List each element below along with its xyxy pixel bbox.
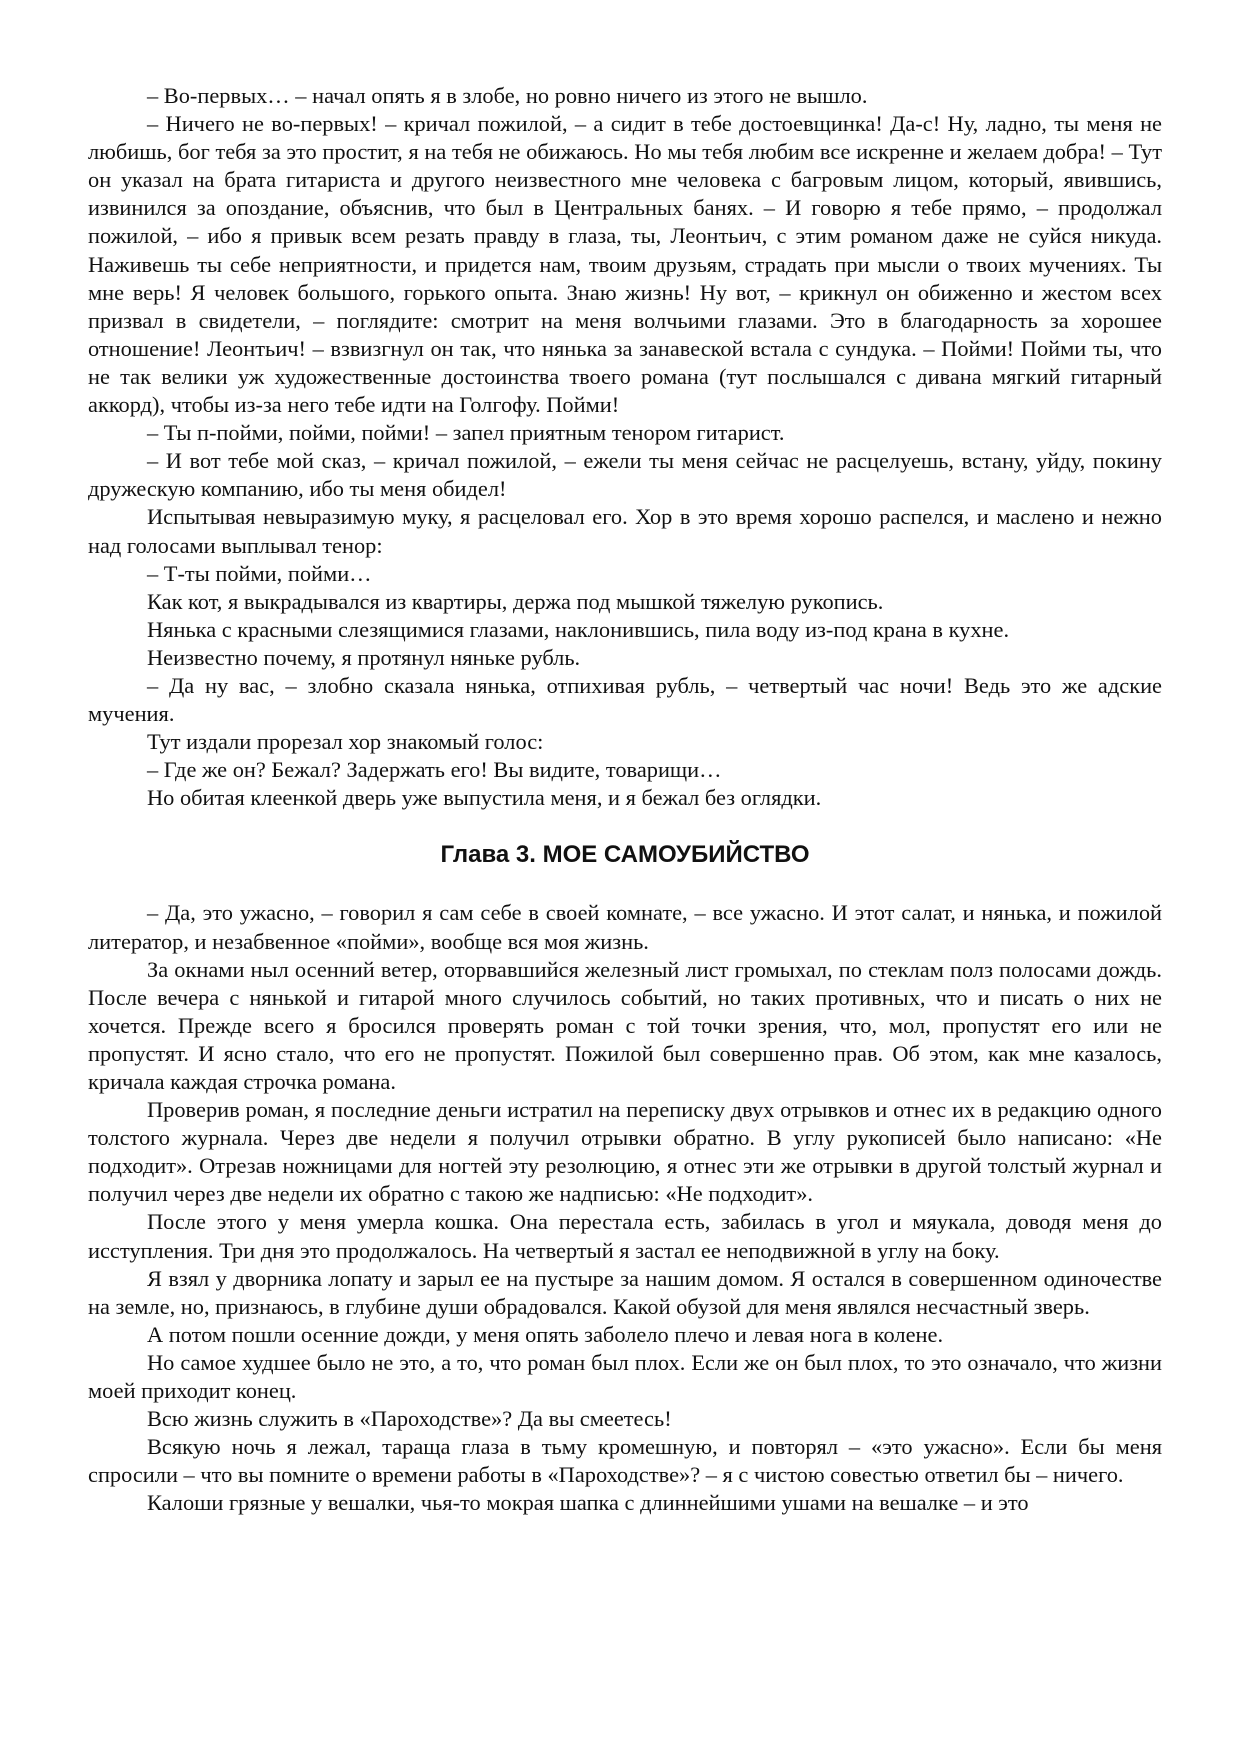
paragraph: Калоши грязные у вешалки, чья-то мокрая шапка с длиннейшими ушами на вешалке – и это [147, 1490, 1029, 1516]
paragraph: После этого у меня умерла кошка. Она перестала есть, забилась в угол и мяукала, доводя меня до исступления. Три дня это продолжалось. На четвертый я застал ее неподвижной в углу на боку. [88, 1209, 1162, 1263]
paragraph: – Т-ты пойми, пойми… [147, 560, 372, 586]
chapter-title: Глава 3. МОЕ САМОУБИЙСТВО [440, 841, 810, 869]
paragraph: Испытывая невыразимую муку, я расцеловал его. Хор в это время хорошо распелся, и маслено и нежно над голосами выплывал тенор: [88, 504, 1162, 558]
paragraph: – И вот тебе мой сказ, – кричал пожилой, – ежели ты меня сейчас не расцелуешь, встану, уйду, покину дружескую компанию, ибо ты меня обидел! [88, 448, 1162, 502]
paragraph: За окнами ныл осенний ветер, оторвавшийся железный лист громыхал, по стеклам полз полосами дождь. После вечера с нянькой и гитарой много случилось событий, но таких противных, что и писать о них не хочется. Прежде всего я бросился проверять роман с той точки зрения, что, мол, пропустят его или не пропустят. И ясно стало, что его не пропустят. Пожилой был совершенно прав. Об этом, как мне казалось, кричала каждая строчка романа. [88, 956, 1162, 1094]
paragraph: Я взял у дворника лопату и зарыл ее на пустыре за нашим домом. Я остался в совершенном одиночестве на земле, но, признаюсь, в глубине души обрадовался. Какой обузой для меня являлся несчастный зверь. [88, 1265, 1162, 1319]
paragraph: – Ты п-пойми, пойми, пойми! – запел приятным тенором гитарист. [147, 420, 785, 446]
paragraph: – Во-первых… – начал опять я в злобе, но ровно ничего из этого не вышло. [147, 83, 868, 108]
paragraph: Нянька с красными слезящимися глазами, наклонившись, пила воду из-под крана в кухне. [147, 616, 1010, 642]
paragraph: Проверив роман, я последние деньги истратил на переписку двух отрывков и отнес их в редакцию одного толстого журнала. Через две недели я получил отрывки обратно. В углу рукописей было написано: «Не подходит». Отрезав ножницами для ногтей эту резолюцию, я отнес эти же отрывки в другой толстый журнал и получил через две недели их обратно с такою же надписью: «Не подходит». [88, 1097, 1162, 1207]
paragraph: Но обитая клеенкой дверь уже выпустила меня, и я бежал без оглядки. [147, 785, 822, 811]
paragraph: – Да, это ужасно, – говорил я сам себе в своей комнате, – все ужасно. И этот салат, и нянька, и пожилой литератор, и незабвенное «пойми», вообще вся моя жизнь. [88, 900, 1162, 954]
paragraph: – Где же он? Бежал? Задержать его! Вы видите, товарищи… [147, 757, 722, 783]
paragraph: – Да ну вас, – злобно сказала нянька, отпихивая рубль, – четвертый час ночи! Ведь это же адские мучения. [88, 672, 1162, 727]
text-section-before [88, 82, 1162, 812]
paragraph: Как кот, я выкрадывался из квартиры, держа под мышкой тяжелую рукопись. [147, 588, 884, 614]
text-section-after [88, 899, 1162, 1517]
paragraph: Всякую ночь я лежал, тараща глаза в тьму кромешную, и повторял – «это ужасно». Если бы меня спросили – что вы помните о времени работы в «Пароходстве»? – я с чистою совестью ответил бы – ничего. [88, 1434, 1162, 1488]
paragraph: Неизвестно почему, я протянул няньке рубль. [147, 644, 581, 670]
paragraph: Тут издали прорезал хор знакомый голос: [147, 729, 544, 755]
paragraph: – Ничего не во-первых! – кричал пожилой, – а сидит в тебе достоевщинка! Да-с! Ну, ладно, ты меня не любишь, бог тебя за это простит, я на тебя не обижаюсь. Но мы тебя любим все искренне и желаем добра! – Тут он указал на брата гитариста и другого неизвестного мне человека с багровым лицом, который, явившись, извинился за опоздание, объяснив, что был в Центральных банях. – И говорю я тебе прямо, – продолжал пожилой, – ибо я привык всем резать правду в глаза, ты, Леонтьич, с этим романом даже не суйся никуда. Наживешь ты себе неприятности, и придется нам, твоим друзьям, страдать при мысли о твоих мучениях. Ты мне верь! Я человек большого, горького опыта. Знаю жизнь! Ну вот, – крикнул он обиженно и жестом всех призвал в свидетели, – поглядите: смотрит на меня волчьими глазами. Это в благодарность за хорошее отношение! Леонтьич! – взвизгнул он так, что нянька за занавеской встала с сундука. – Пойми! Пойми ты, что не так велики уж художественные достоинства твоего романа (тут послышался с дивана мягкий гитарный аккорд), чтобы из-за него тебе идти на Голгофу. Пойми! [88, 111, 1162, 418]
paragraph: Всю жизнь служить в «Пароходстве»? Да вы смеетесь! [147, 1406, 672, 1432]
paragraph: А потом пошли осенние дожди, у меня опять заболело плечо и левая нога в колене. [147, 1321, 944, 1347]
paragraph: Но самое худшее было не это, а то, что роман был плох. Если же он был плох, то это означало, что жизни моей приходит конец. [88, 1349, 1162, 1404]
document-page [88, 82, 1162, 1518]
